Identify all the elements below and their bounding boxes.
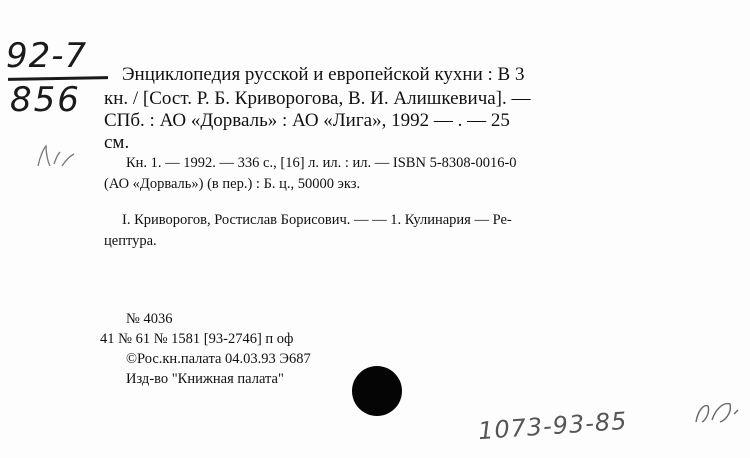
handwritten-stamp-number: 1073-93-85 (477, 406, 629, 446)
corner-mark (690, 396, 740, 430)
title-line-2: кн. / [Сост. Р. Б. Криворогова, В. И. Алишкевича]. — (104, 88, 531, 109)
punch-hole (352, 366, 402, 416)
handwritten-call-number-bottom: 856 (10, 80, 81, 120)
title-line-3: СПб. : АО «Дорваль» : АО «Лига», 1992 — . — 25 (104, 110, 510, 131)
copyright-line: ©Рос.кн.палата 04.03.93 Э687 (126, 351, 311, 367)
handwritten-call-number-top: 92-7 (6, 36, 88, 76)
title-line-1: Энциклопедия русской и европейской кухни : В 3 (122, 64, 525, 85)
margin-scribble (34, 142, 78, 170)
subjects-line-1: I. Криворогов, Ростислав Борисович. — — 1. Кулинария — Ре- (122, 212, 512, 228)
publisher-line: Изд-во "Книжная палата" (126, 371, 284, 387)
title-line-4: см. (104, 132, 130, 153)
volume-line-2: (АО «Дорваль») (в пер.) : Б. ц., 50000 экз. (104, 176, 361, 192)
volume-line-1: Кн. 1. — 1992. — 336 с., [16] л. ил. : ил. — ISBN 5-8308-0016-0 (126, 155, 517, 171)
record-line: 41 № 61 № 1581 [93-2746] п оф (100, 331, 294, 347)
subjects-line-2: цептура. (104, 233, 157, 249)
record-number: № 4036 (126, 311, 173, 327)
